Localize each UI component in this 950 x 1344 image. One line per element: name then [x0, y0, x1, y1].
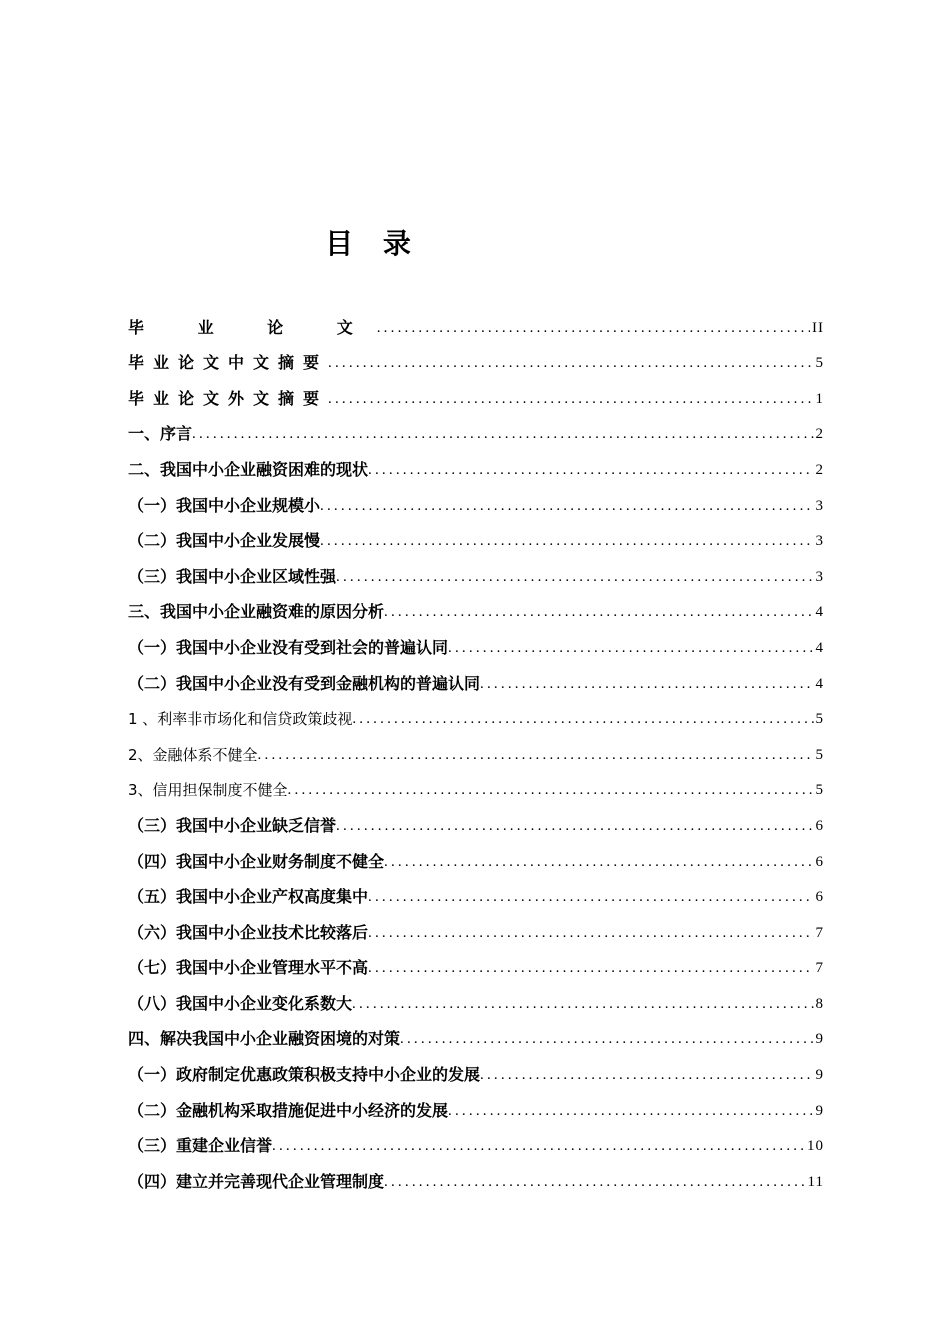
- toc-entry-title: （三）我国中小企业区域性强: [128, 566, 337, 586]
- toc-entry-page-number: 5: [815, 711, 824, 728]
- toc-entry-page-number: 5: [815, 746, 824, 763]
- toc-entry-page-number: 4: [815, 675, 824, 692]
- toc-dot-leader: [320, 496, 813, 516]
- toc-entry-title: （一）政府制定优惠政策积极支持中小企业的发展: [128, 1065, 481, 1085]
- toc-entry-page-number: 10: [807, 1138, 824, 1155]
- toc-entry-title: 1 、利率非市场化和信贷政策歧视: [128, 710, 353, 729]
- toc-entry-page-number: 6: [815, 853, 824, 870]
- toc-entry-title: 毕 业 论 文: [128, 317, 377, 337]
- toc-entry-page-number: 9: [815, 1102, 824, 1119]
- toc-entry-title: （二）金融机构采取措施促进中小经济的发展: [128, 1100, 449, 1120]
- toc-dot-leader: [384, 852, 813, 872]
- toc-entry-page-number: 4: [815, 639, 824, 656]
- toc-entry-title: 毕业论文中文摘要: [128, 353, 329, 373]
- toc-entry-title: 毕业论文外文摘要: [128, 388, 329, 408]
- toc-entry[interactable]: [128, 694, 824, 730]
- toc-entry-title: 3、信用担保制度不健全: [128, 781, 288, 800]
- toc-dot-leader: [480, 1065, 813, 1085]
- toc-entry[interactable]: [128, 516, 824, 552]
- toc-entry-page-number: 4: [815, 604, 824, 621]
- page-title: 目 录: [325, 226, 421, 260]
- toc-entry-page-number: 7: [815, 960, 824, 977]
- toc-entry[interactable]: [128, 444, 824, 480]
- toc-entry-title: 四、解决我国中小企业融资困境的对策: [128, 1029, 401, 1049]
- toc-entry-title: 2、金融体系不健全: [128, 745, 258, 764]
- toc-entry[interactable]: [128, 373, 824, 409]
- toc-dot-leader: [368, 887, 813, 907]
- toc-dot-leader: [352, 994, 813, 1014]
- toc-entry-page-number: 6: [815, 817, 824, 834]
- toc-dot-leader: [448, 1101, 813, 1121]
- toc-entry[interactable]: [128, 338, 824, 374]
- toc-entry-page-number: 1: [815, 390, 824, 407]
- toc-entry[interactable]: [128, 587, 824, 623]
- toc-entry-page-number: 3: [815, 497, 824, 514]
- toc-entry-title: （四）建立并完善现代企业管理制度: [128, 1171, 385, 1191]
- toc-entry-page-number: 9: [815, 1031, 824, 1048]
- toc-dot-leader: [336, 567, 813, 587]
- toc-entry-page-number: 2: [815, 426, 824, 443]
- toc-entry-title: （二）我国中小企业没有受到金融机构的普遍认同: [128, 673, 481, 693]
- toc-entry-title: （二）我国中小企业发展慢: [128, 531, 321, 551]
- toc-entry-title: （六）我国中小企业技术比较落后: [128, 922, 369, 942]
- toc-entry-page-number: II: [812, 319, 824, 336]
- toc-entry-page-number: 9: [815, 1067, 824, 1084]
- toc-entry[interactable]: [128, 907, 824, 943]
- toc-entry-page-number: 5: [815, 782, 824, 799]
- toc-entry-title: （三）我国中小企业缺乏信誉: [128, 815, 337, 835]
- toc-dot-leader: [377, 318, 810, 338]
- toc-entry-title: （七）我国中小企业管理水平不高: [128, 958, 369, 978]
- toc-entry-page-number: 3: [815, 533, 824, 550]
- toc-entry-title: （三）重建企业信誉: [128, 1136, 273, 1156]
- table-of-contents: [128, 302, 824, 1192]
- toc-dot-leader: [328, 353, 813, 373]
- toc-dot-leader: [328, 389, 813, 409]
- toc-entry-title: （五）我国中小企业产权高度集中: [128, 887, 369, 907]
- toc-entry[interactable]: [128, 409, 824, 445]
- toc-entry[interactable]: [128, 978, 824, 1014]
- toc-entry[interactable]: [128, 480, 824, 516]
- toc-entry-page-number: 3: [815, 568, 824, 585]
- toc-entry-title: （四）我国中小企业财务制度不健全: [128, 851, 385, 871]
- toc-entry-page-number: 8: [815, 995, 824, 1012]
- toc-entry[interactable]: [128, 1085, 824, 1121]
- toc-entry[interactable]: [128, 943, 824, 979]
- toc-entry[interactable]: [128, 658, 824, 694]
- toc-entry-title: 三、我国中小企业融资难的原因分析: [128, 602, 385, 622]
- toc-entry[interactable]: [128, 551, 824, 587]
- toc-dot-leader: [192, 424, 813, 444]
- toc-entry-title: （八）我国中小企业变化系数大: [128, 993, 353, 1013]
- toc-entry-page-number: 6: [815, 889, 824, 906]
- toc-entry[interactable]: [128, 872, 824, 908]
- toc-entry[interactable]: [128, 302, 824, 338]
- toc-entry-title: （一）我国中小企业没有受到社会的普遍认同: [128, 637, 449, 657]
- toc-dot-leader: [400, 1029, 813, 1049]
- toc-entry[interactable]: [128, 1049, 824, 1085]
- toc-dot-leader: [288, 780, 814, 800]
- toc-entry[interactable]: [128, 1156, 824, 1192]
- toc-dot-leader: [352, 709, 813, 729]
- toc-dot-leader: [384, 602, 813, 622]
- toc-dot-leader: [368, 923, 813, 943]
- toc-entry-title: 一、序言: [128, 424, 193, 444]
- toc-dot-leader: [368, 958, 813, 978]
- toc-entry[interactable]: [128, 800, 824, 836]
- toc-entry-page-number: 5: [815, 355, 824, 372]
- toc-entry[interactable]: [128, 765, 824, 801]
- toc-dot-leader: [368, 460, 813, 480]
- toc-entry-title: （一）我国中小企业规模小: [128, 495, 321, 515]
- toc-entry[interactable]: [128, 1121, 824, 1157]
- toc-dot-leader: [320, 531, 813, 551]
- toc-dot-leader: [258, 745, 814, 765]
- toc-dot-leader: [272, 1136, 805, 1156]
- toc-entry-page-number: 11: [807, 1173, 824, 1190]
- toc-entry-page-number: 7: [815, 924, 824, 941]
- toc-entry[interactable]: [128, 622, 824, 658]
- toc-dot-leader: [384, 1172, 806, 1192]
- toc-entry[interactable]: [128, 729, 824, 765]
- toc-dot-leader: [448, 638, 813, 658]
- toc-entry-title: 二、我国中小企业融资困难的现状: [128, 459, 369, 479]
- toc-dot-leader: [336, 816, 813, 836]
- toc-entry[interactable]: [128, 836, 824, 872]
- toc-entry[interactable]: [128, 1014, 824, 1050]
- toc-dot-leader: [480, 674, 813, 694]
- toc-entry-page-number: 2: [815, 461, 824, 478]
